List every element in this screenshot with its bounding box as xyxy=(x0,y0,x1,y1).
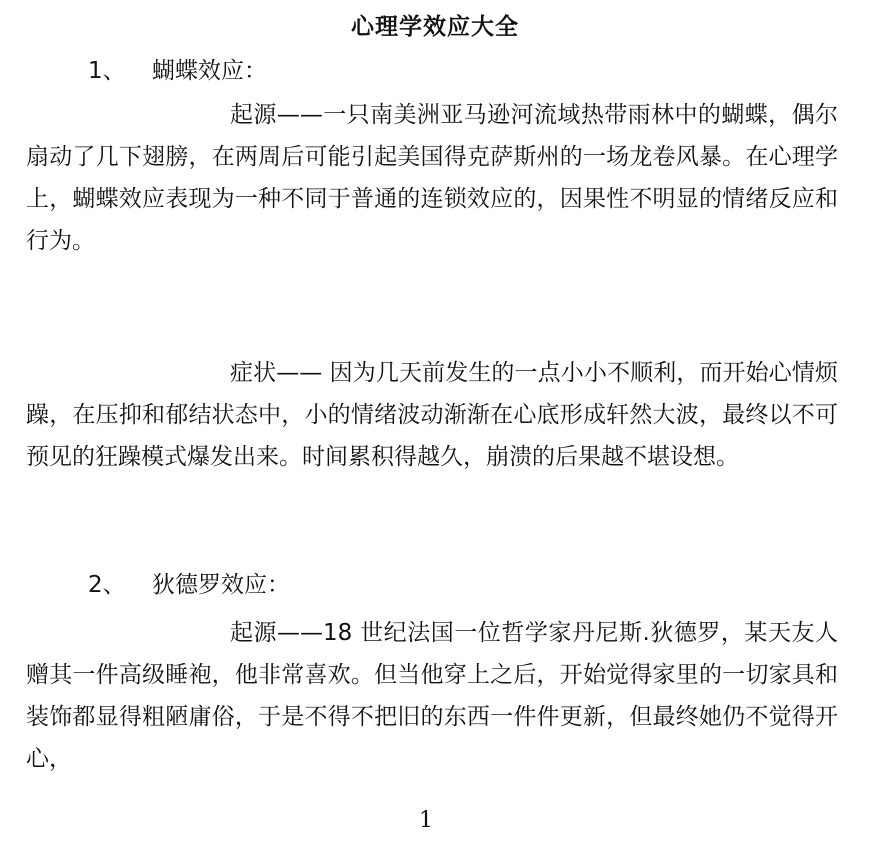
section-heading-butterfly-effect xyxy=(88,56,267,86)
paragraph-butterfly-origin: 起源——一只南美洲亚马逊河流域热带雨林中的蝴蝶，偶尔扇动了几下翅膀，在两周后可能引起美国得克萨斯州的一场龙卷风暴。在心理学上，蝴蝶效应表现为一种不同于普通的连锁效应的，因果性不明显的情绪反应和行为。 xyxy=(26,102,838,254)
section-heading-diderot-effect xyxy=(88,570,290,600)
page-number: 1 xyxy=(419,808,433,833)
document-title: 心理学效应大全 xyxy=(351,14,519,40)
paragraph-diderot-origin: 起源——18 世纪法国一位哲学家丹尼斯.狄德罗，某天友人赠其一件高级睡袍，他非常喜欢。但当他穿上之后，开始觉得家里的一切家具和装饰都显得粗陋庸俗，于是不得不把旧的东西一件件更新，但最终她仍不觉得开心， xyxy=(26,620,838,772)
section-heading-text: 狄德罗效应： xyxy=(152,572,290,598)
paragraph-butterfly-symptom: 症状—— 因为几天前发生的一点小小不顺利，而开始心情烦躁，在压抑和郁结状态中，小的情绪波动渐渐在心底形成轩然大波，最终以不可预见的狂躁模式爆发出来。时间累积得越久，崩溃的后果越不堪设想。 xyxy=(26,360,838,470)
section-number: 2、 xyxy=(88,572,126,598)
section-heading-text: 蝴蝶效应： xyxy=(152,58,267,84)
section-number: 1、 xyxy=(88,58,126,84)
